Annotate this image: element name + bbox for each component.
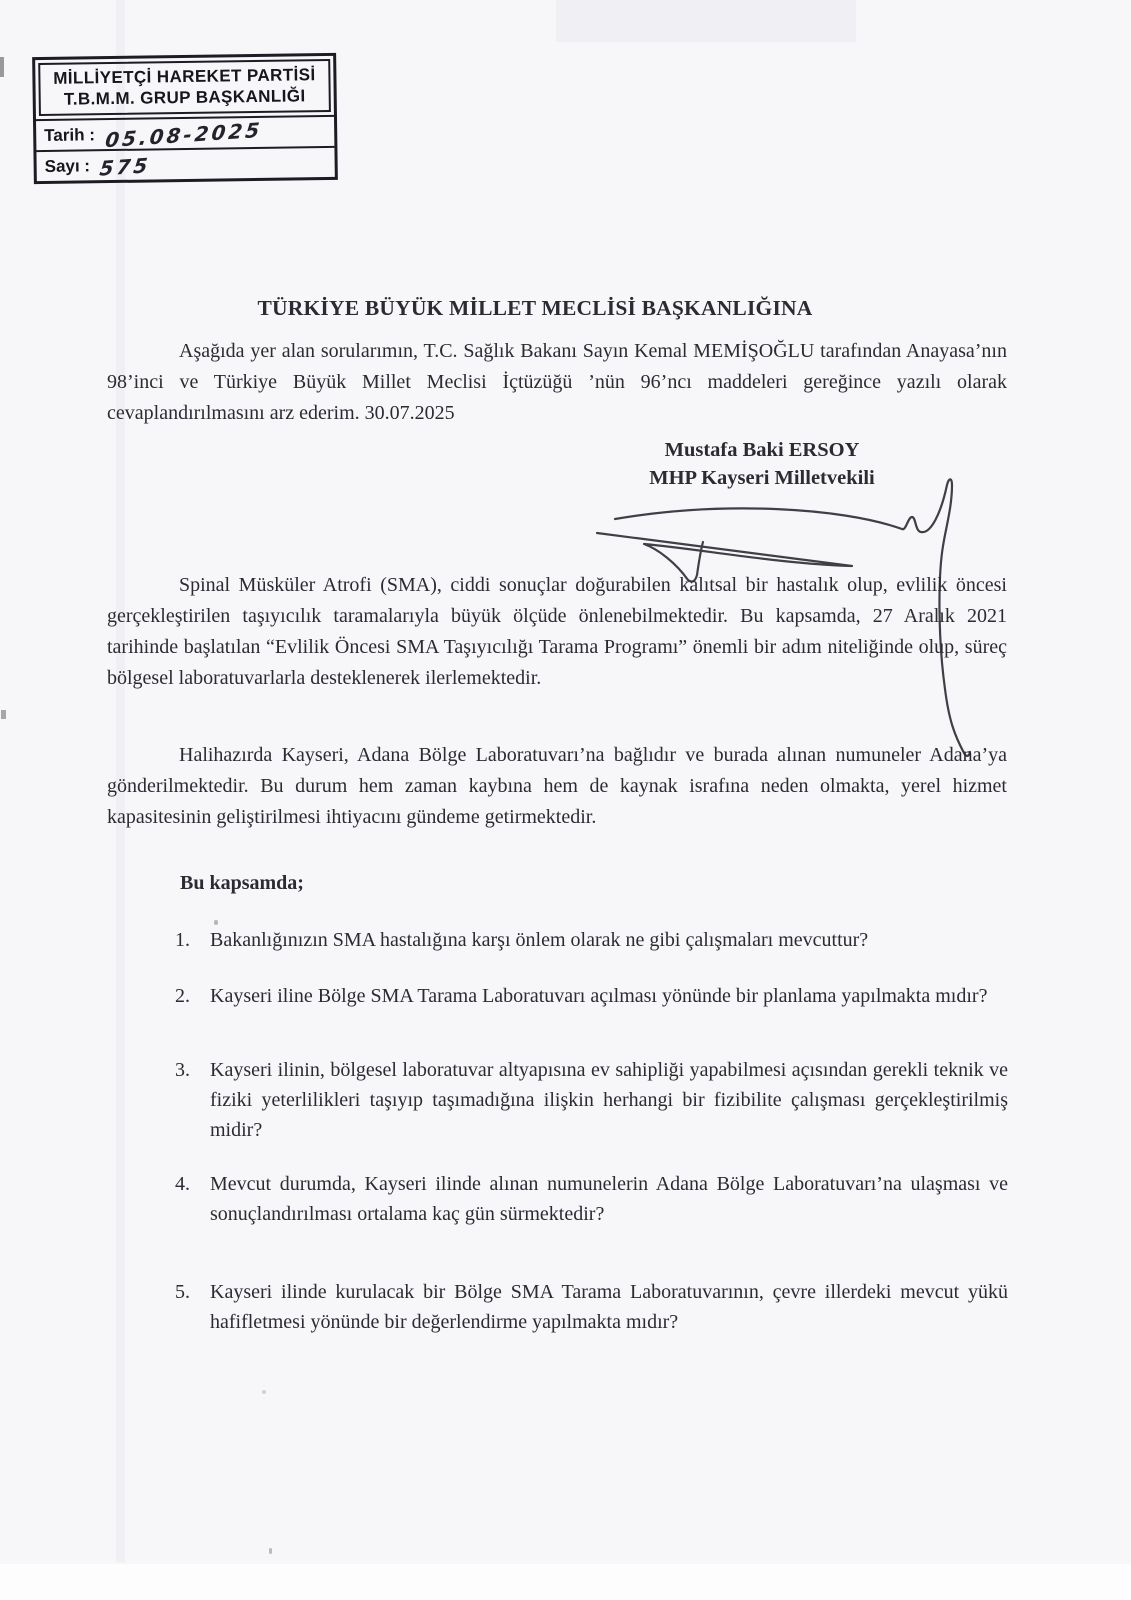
question-number: 1. [175, 929, 190, 951]
stamp-number-value-handwritten: 575 [98, 152, 153, 181]
signatory-name: Mustafa Baki ERSOY [664, 439, 860, 461]
stamp-party-name: MİLLİYETÇİ HAREKET PARTİSİ [53, 65, 316, 88]
scan-edge-mark [0, 57, 4, 77]
question-text: Kayseri ilinin, bölgesel laboratuvar altyapısına ev sahipliği yapabilmesi açısından gerekli teknik ve fiziki yeterlilikleri taşıyıp taşımadığına ilişkin herhangi bir fizibilite çalışması gerçekleştirilmiş midir? [210, 1059, 1008, 1141]
scan-shadow-band [556, 0, 856, 42]
scan-speck [269, 1548, 272, 1554]
scan-edge-mark [1, 710, 6, 719]
stamp-number-row [36, 146, 334, 181]
body-paragraph: Halihazırda Kayseri, Adana Bölge Laboratuvarı’na bağlıdır ve burada alınan numuneler Adana’ya gönderilmektedir. Bu durum hem zaman kaybına hem de kaynak israfına neden olmakta, yerel hizmet kapasitesinin geliştirilmesi ihtiyacını gündeme getirmektedir. [107, 744, 1007, 828]
question-number: 2. [175, 985, 190, 1007]
question-item [175, 1277, 1008, 1337]
question-text: Mevcut durumda, Kayseri ilinde alınan numunelerin Adana Bölge Laboratuvarı’na ulaşması ve sonuçlandırılması ortalama kaç gün sürmektedir? [210, 1173, 1008, 1225]
document-title: TÜRKİYE BÜYÜK MİLLET MECLİSİ BAŞKANLIĞINA [257, 296, 813, 320]
question-item [175, 925, 1008, 955]
question-text: Bakanlığınızın SMA hastalığına karşı önlem olarak ne gibi çalışmaları mevcuttur? [210, 929, 869, 951]
question-item [175, 981, 1008, 1011]
question-item [175, 1055, 1008, 1145]
signatory-title: MHP Kayseri Milletvekili [649, 467, 875, 489]
body-paragraph: Spinal Müsküler Atrofi (SMA), ciddi sonuçlar doğurabilen kalıtsal bir hastalık olup, evlilik öncesi gerçekleştirilen taşıyıcılık taramalarıyla büyük ölçüde önlenebilmektedir. Bu kapsamda, 27 Aralık 2021 tarihinde başlatılan “Evlilik Öncesi SMA Taşıyıcılığı Tarama Programı” önemli bir adım niteliğinde olup, süreç bölgesel laboratuvarlarla desteklenerek ilerlemektedir. [107, 574, 1007, 689]
question-number: 3. [175, 1059, 190, 1081]
scan-speck [262, 1390, 266, 1394]
question-text: Kayseri iline Bölge SMA Tarama Laboratuvarı açılması yönünde bir planlama yapılmakta mıdır? [210, 985, 988, 1007]
stamp-office-name: T.B.M.M. GRUP BAŞKANLIĞI [63, 86, 306, 109]
question-item [175, 1169, 1008, 1229]
question-text: Kayseri ilinde kurulacak bir Bölge SMA Tarama Laboratuvarının, çevre illerdeki mevcut yükü hafifletmesi yönünde bir değerlendirme yapılmakta mıdır? [210, 1281, 1008, 1333]
list-heading: Bu kapsamda; [180, 872, 304, 894]
stamp-header [38, 59, 331, 116]
scan-bottom-strip [0, 1564, 1131, 1600]
stamp-number-label: Sayı : [44, 155, 91, 176]
party-registry-stamp [32, 53, 338, 184]
stamp-date-label: Tarih : [44, 124, 96, 145]
question-list [175, 925, 1008, 1337]
stamp-date-row [36, 115, 334, 150]
stamp-date-value-handwritten: 05.08-2025 [103, 117, 264, 152]
intro-paragraph: Aşağıda yer alan sorularımın, T.C. Sağlık Bakanı Sayın Kemal MEMİŞOĞLU tarafından Anayasa’nın 98’inci ve Türkiye Büyük Millet Meclisi İçtüzüğü ’nün 96’ncı maddeleri gereğince yazılı olarak cevaplandırılmasını arz ederim. 30.07.2025 [107, 340, 1007, 424]
question-number: 4. [175, 1173, 190, 1195]
question-number: 5. [175, 1281, 190, 1303]
